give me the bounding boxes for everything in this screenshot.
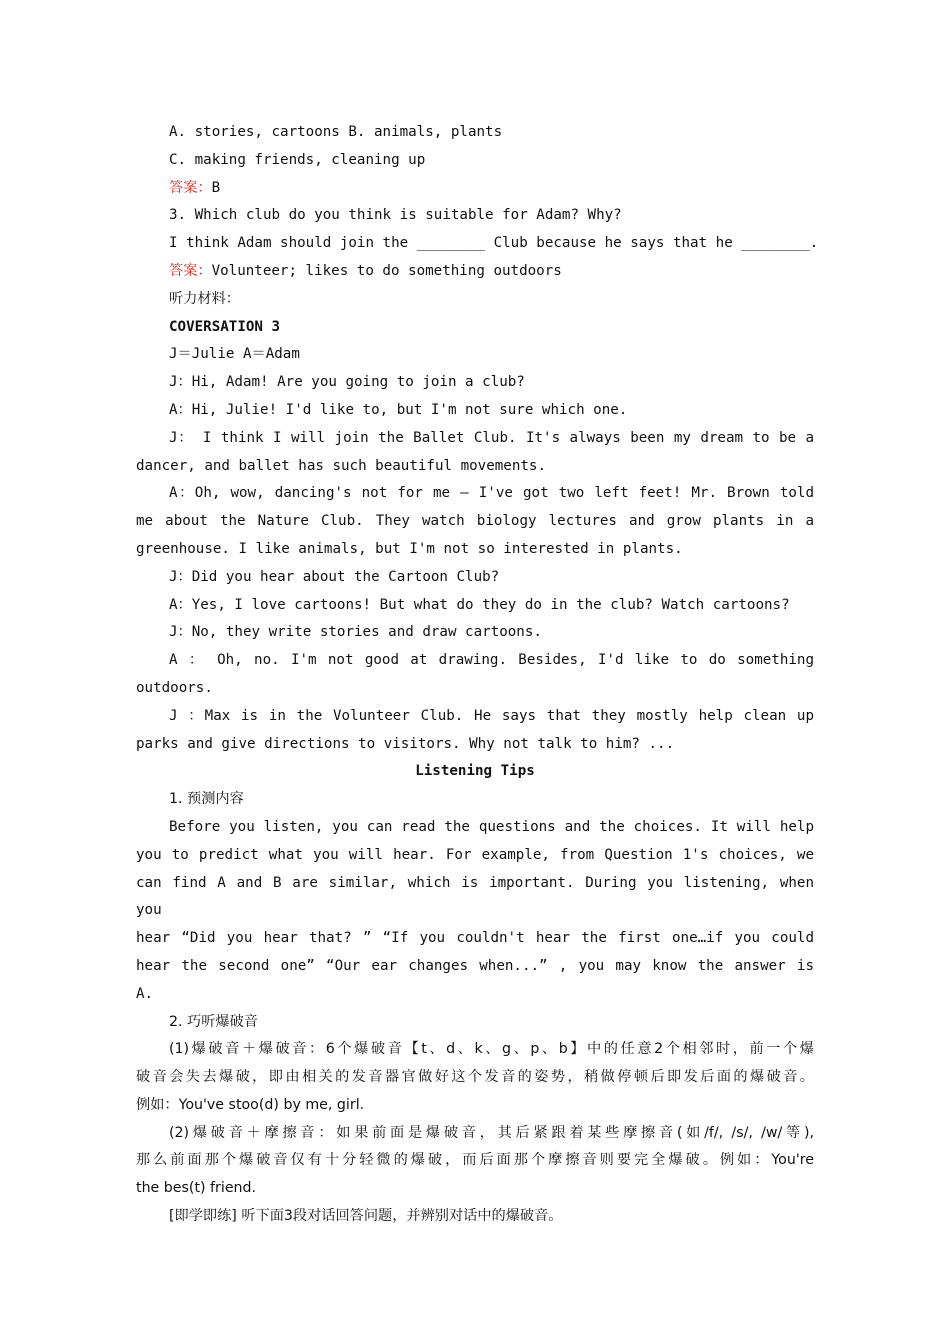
tips-title: Listening Tips (415, 763, 535, 780)
tip-1-heading: 1. 预测内容 (169, 791, 244, 808)
tip-2-text: 破音会失去爆破，即由相关的发音器官做好这个发音的姿势，稍做停顿后即发后面的爆破音。 (136, 1069, 814, 1086)
tip-2-text: (1)爆破音＋爆破音：6个爆破音【t、d、k、g、p、b】中的任意2个相邻时，前一个爆 (169, 1041, 814, 1058)
answer-label: 答案： (169, 262, 212, 279)
tip-1-text: can find A and B are similar, which is important. During you listening, when you (136, 874, 814, 919)
dialogue-line: greenhouse. I like animals, but I'm not so interested in plants. (136, 540, 683, 557)
q2-options-ab: A. stories, cartoons B. animals, plants (169, 124, 503, 140)
dialogue-line: J：Hi, Adam! Are you going to join a club? (169, 374, 525, 391)
dialogue-line: J：Did you hear about the Cartoon Club? (169, 568, 500, 585)
dialogue-line: parks and give directions to visitors. Why not talk to him? ... (136, 735, 675, 752)
dialogue-line: A ： Oh, no. I'm not good at drawing. Besides, I'd like to do something (169, 652, 814, 669)
q2-answer (136, 175, 814, 203)
tip-1-text: hear the second one” “Our ear changes when...” , you may know the answer is (136, 957, 814, 974)
tip-2-heading: 2. 巧听爆破音 (169, 1013, 258, 1030)
answer-label: 答案： (169, 179, 212, 196)
dialogue-line: J ：Max is in the Volunteer Club. He says that they mostly help clean up (169, 707, 814, 724)
practice-instruction: [即学即练] 听下面3段对话回答问题，并辨别对话中的爆破音。 (169, 1208, 563, 1225)
question-3-fill: I think Adam should join the ________ Club because he says that he ________. (169, 235, 819, 252)
tip-2-text: the bes(t) friend. (136, 1180, 257, 1197)
tip-2-text: (2)爆破音＋摩擦音：如果前面是爆破音，其后紧跟着某些摩擦音(如/f/, /s/, /w/等), (169, 1124, 814, 1141)
dialogue-line: A：Yes, I love cartoons! But what do they do in the club? Watch cartoons? (169, 596, 790, 613)
tip-2-text: 例如：You've stoo(d) by me, girl. (136, 1096, 365, 1113)
material-label: 听力材料： (169, 290, 240, 307)
dialogue-line: dancer, and ballet has such beautiful movements. (136, 457, 546, 474)
dialogue-line: A：Oh, wow, dancing's not for me — I've got two left feet! Mr. Brown told (169, 485, 814, 502)
dialogue-line: J：No, they write stories and draw cartoons. (169, 624, 542, 641)
tip-2-text: 那么前面那个爆破音仅有十分轻微的爆破，而后面那个摩擦音则要完全爆破。例如：You're (136, 1152, 814, 1169)
answer-value: B (211, 179, 221, 196)
dialogue-line: J： I think I will join the Ballet Club. It's always been my dream to be a (169, 429, 814, 446)
q2-option-c: C. making friends, cleaning up (169, 151, 426, 168)
answer-value: Volunteer; likes to do something outdoors (211, 262, 562, 279)
tip-1-text: A. (136, 985, 154, 1002)
tip-1-text: hear “Did you hear that? ” “If you couldn't hear the first one…if you could (136, 930, 814, 947)
speakers-line: J＝Julie A＝Adam (169, 346, 300, 363)
question-3: 3. Which club do you think is suitable for Adam? Why? (169, 207, 622, 224)
q3-answer (136, 258, 814, 286)
conversation-title: COVERSATION 3 (169, 318, 281, 335)
dialogue-line: me about the Nature Club. They watch biology lectures and grow plants in a (136, 513, 814, 530)
document-page (136, 119, 819, 1231)
tip-1-text: you to predict what you will hear. For example, from Question 1's choices, we (136, 846, 814, 863)
dialogue-line: A：Hi, Julie! I'd like to, but I'm not sure which one. (169, 401, 628, 418)
dialogue-line: outdoors. (136, 679, 213, 696)
tip-1-text: Before you listen, you can read the questions and the choices. It will help (169, 818, 814, 835)
